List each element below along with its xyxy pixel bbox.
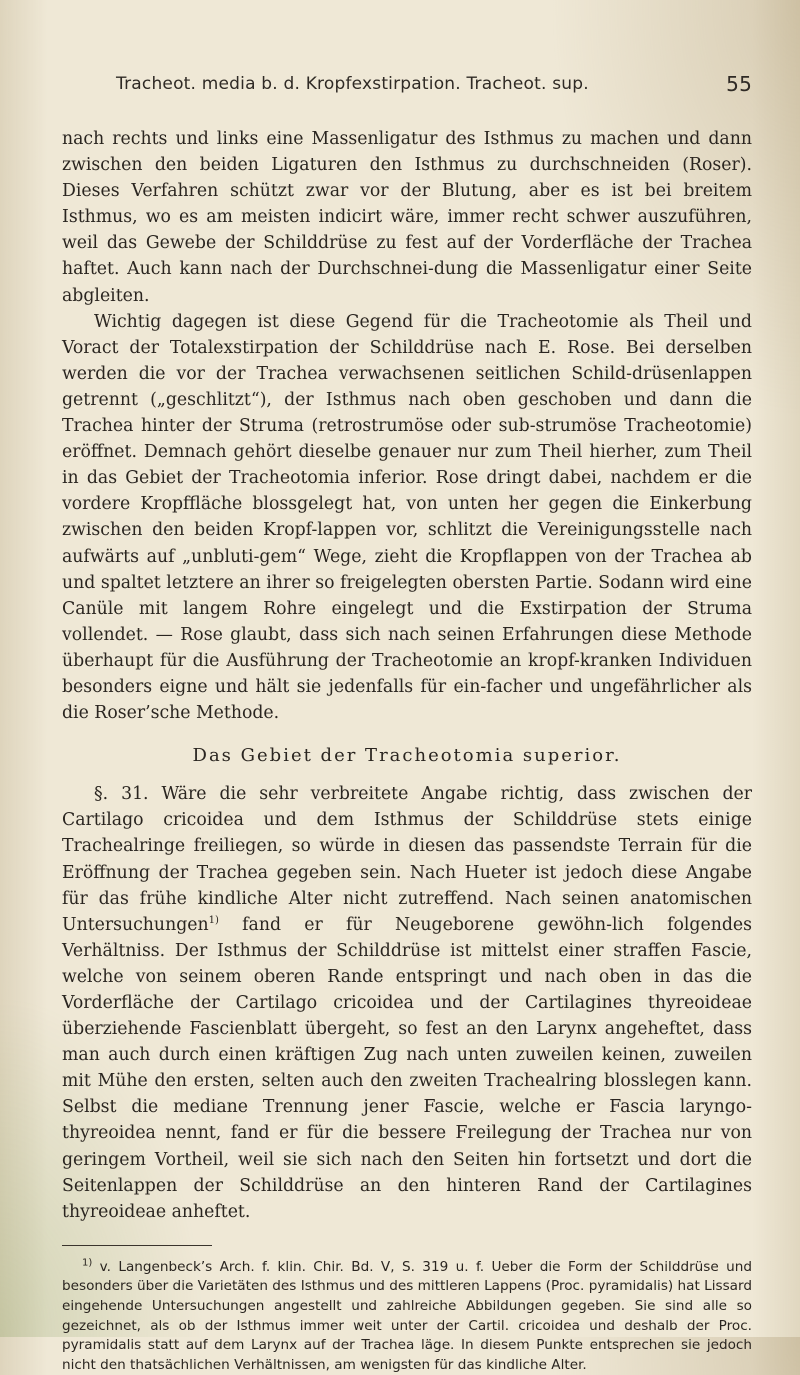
footnote-marker: 1) [82, 1257, 93, 1269]
footnotes [62, 1258, 752, 1375]
footnote-1 [62, 1258, 752, 1375]
running-title: Tracheot. media b. d. Kropfexstirpation. Tracheot. sup. [116, 74, 589, 94]
paragraph-section-31-lead: §. 31. Wäre die sehr verbreitete Angabe richtig, dass zwischen der Cartilago cricoidea und dem Isthmus der Schilddrüse stets einige Trachealringe freiliegen, so würde in diesen das passendste Terrain für die Eröffnung der Trachea gegeben sein. Nach Hueter ist jedoch diese Angabe für das frühe kindliche Alter nicht zutreffend. Nach seinen anatomischen Untersuchungen [62, 784, 752, 935]
page-number: 55 [726, 72, 752, 96]
running-head [62, 72, 752, 112]
paragraph-section-31-rest: fand er für Neugeborene gewöhn-lich folgendes Verhältniss. Der Isthmus der Schilddrüse ist mittelst einer straffen Fascie, welche von seinem oberen Rande entspringt und nach oben in das die Vorderfläche der Cartilago cricoidea und der Cartilagines thyreoideae überziehende Fascienblatt übergeht, so fest an den Larynx angeheftet, dass man auch durch einen kräftigen Zug nach unten zuweilen keinen, zuweilen mit Mühe den ersten, selten auch den zweiten Trachealring blosslegen kann. Selbst die mediane Trennung jener Fascie, welche er Fascia laryngo-thyreoidea nennt, fand er für die bessere Freilegung der Trachea nur von geringem Vortheil, weil sie sich nach den Seiten hin fortsetzt und dort die Seitenlappen der Schilddrüse an den hinteren Rand der Cartilagines thyreoideae anheftet. [62, 914, 752, 1222]
book-page [62, 72, 752, 1375]
paragraph-section-31 [62, 781, 752, 1225]
paragraph-massenligatur: nach rechts und links eine Massenligatur des Isthmus zu machen und dann zwischen den beiden Ligaturen den Isthmus zu durchschneiden (Roser). Dieses Verfahren schützt zwar vor der Blutung, aber es ist bei breitem Isthmus, wo es am meisten indicirt wäre, immer recht schwer auszuführen, weil das Gewebe der Schilddrüse zu fest auf der Vorderfläche der Trachea haftet. Auch kann nach der Durchschnei-dung die Massenligatur einer Seite abgleiten. [62, 129, 752, 306]
footnote-reference: 1) [208, 914, 219, 926]
paragraph-totalexstirpation: Wichtig dagegen ist diese Gegend für die Tracheotomie als Theil und Voract der Totalexstirpation der Schilddrüse nach E. Rose. Bei derselben werden die vor der Trachea verwachsenen seitlichen Schild-drüsenlappen getrennt („geschlitzt“), der Isthmus nach oben geschoben und dann die Trachea hinter der Struma (retrostrumöse oder sub-strumöse Tracheotomie) eröffnet. Demnach gehört dieselbe genauer nur zum Theil hierher, zum Theil in das Gebiet der Tracheotomia inferior. Rose dringt dabei, nachdem er die vordere Kropffläche blossgelegt hat, von unten her gegen die Einkerbung zwischen den beiden Kropf-lappen vor, schlitzt die Vereinigungsstelle nach aufwärts auf „unbluti-gem“ Wege, zieht die Kropflappen von der Trachea ab und spaltet letztere an ihrer so freigelegten obersten Partie. Sodann wird eine Canüle mit langem Rohre eingelegt und die Exstirpation der Struma vollendet. — Rose glaubt, dass sich nach seinen Erfahrungen diese Methode überhaupt für die Ausführung der Tracheotomie an kropf-kranken Individuen besonders eigne und hält sie jedenfalls für ein-facher und ungefährlicher als die Roser’sche Methode. [62, 311, 752, 724]
section-heading: Das Gebiet der Tracheotomia superior. [192, 745, 622, 767]
body-text [62, 126, 752, 1225]
footnote-divider [62, 1245, 212, 1246]
footnote-text: v. Langenbeck’s Arch. f. klin. Chir. Bd. V, S. 319 u. f. Ueber die Form der Schilddrüse und besonders über die Varietäten des Isthmus und des mittleren Lappens (Proc. pyramidalis) hat Lissard eingehende Untersuchungen angestellt und zahlreiche Abbildungen gegeben. Sie sind alle so gezeichnet, als ob der Isthmus immer weit unter der Cartil. cricoidea und deshalb der Proc. pyramidalis statt auf dem Larynx auf der Trachea läge. In diesem Punkte entsprechen sie jedoch nicht den thatsächlichen Verhältnissen, am wenigsten für das kindliche Alter. [62, 1258, 752, 1373]
